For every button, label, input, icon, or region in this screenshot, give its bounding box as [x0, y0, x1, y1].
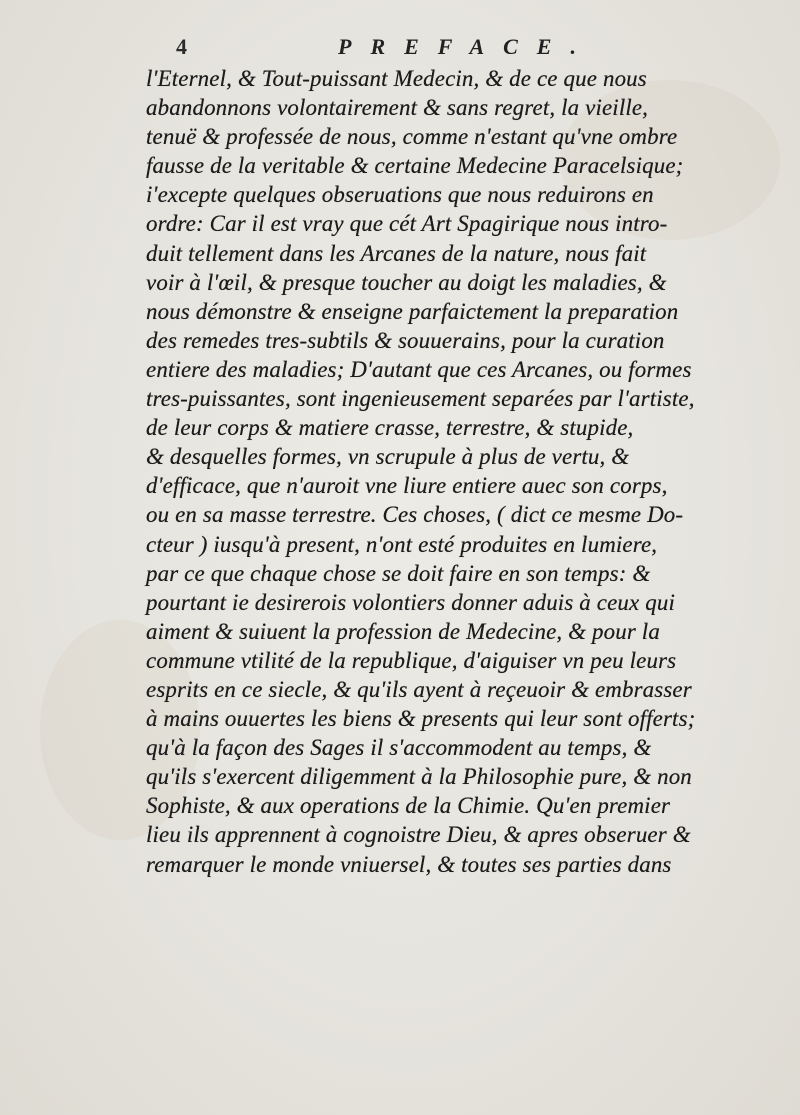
text-line: remarquer le monde vniuersel, & toutes ses parties dans	[146, 851, 672, 877]
text-line: lieu ils apprennent à cognoistre Dieu, & apres obseruer &	[146, 822, 691, 848]
text-line: ou en sa masse terrestre. Ces choses, ( dict ce mesme Do-	[146, 502, 684, 528]
text-line: cteur ) iusqu'à present, n'ont esté produites en lumiere,	[146, 531, 658, 557]
text-line: esprits en ce siecle, & qu'ils ayent à reçeuoir & embrasser	[146, 676, 692, 702]
text-line: l'Eternel, & Tout-puissant Medecin, & de ce que nous	[146, 66, 647, 91]
text-line: commune vtilité de la republique, d'aiguiser vn peu leurs	[146, 647, 677, 673]
page-number: 4	[176, 34, 187, 59]
body-text	[146, 64, 776, 879]
text-line: pourtant ie desirerois volontiers donner aduis à ceux qui	[146, 589, 676, 615]
text-line: fausse de la veritable & certaine Medecine Paracelsique;	[146, 153, 684, 179]
text-line: Sophiste, & aux operations de la Chimie. Qu'en premier	[146, 793, 671, 819]
text-line: voir à l'œil, & presque toucher au doigt les maladies, &	[146, 269, 667, 295]
page-header	[176, 34, 776, 64]
text-line: tres-puissantes, sont ingenieusement separées par l'artiste,	[146, 386, 695, 412]
text-line: d'efficace, que n'auroit vne liure entiere auec son corps,	[146, 473, 668, 499]
text-line: entiere des maladies; D'autant que ces Arcanes, ou formes	[146, 356, 692, 382]
running-head: PREFACE.	[338, 34, 595, 59]
text-line: qu'ils s'exercent diligemment à la Philosophie pure, & non	[146, 764, 692, 790]
text-line: duit tellement dans les Arcanes de la nature, nous fait	[146, 240, 647, 266]
text-line: à mains ouuertes les biens & presents qui leur sont offerts;	[146, 706, 696, 732]
text-line: & desquelles formes, vn scrupule à plus de vertu, &	[146, 444, 630, 470]
text-line: nous démonstre & enseigne parfaictement la preparation	[146, 298, 679, 324]
text-line: abandonnons volontairement & sans regret, la vieille,	[146, 95, 649, 121]
text-line: i'excepte quelques obseruations que nous reduirons en	[146, 182, 654, 208]
text-line: aiment & suiuent la profession de Medecine, & pour la	[146, 618, 660, 644]
text-line: ordre: Car il est vray que cét Art Spagirique nous intro-	[146, 211, 668, 237]
text-line: par ce que chaque chose se doit faire en son temps: &	[146, 560, 651, 586]
text-line: tenuë & professée de nous, comme n'estant qu'vne ombre	[146, 124, 678, 150]
text-line: qu'à la façon des Sages il s'accommodent au temps, &	[146, 735, 652, 761]
text-line: de leur corps & matiere crasse, terrestre, & stupide,	[146, 415, 634, 441]
text-line: des remedes tres-subtils & souuerains, pour la curation	[146, 327, 665, 353]
